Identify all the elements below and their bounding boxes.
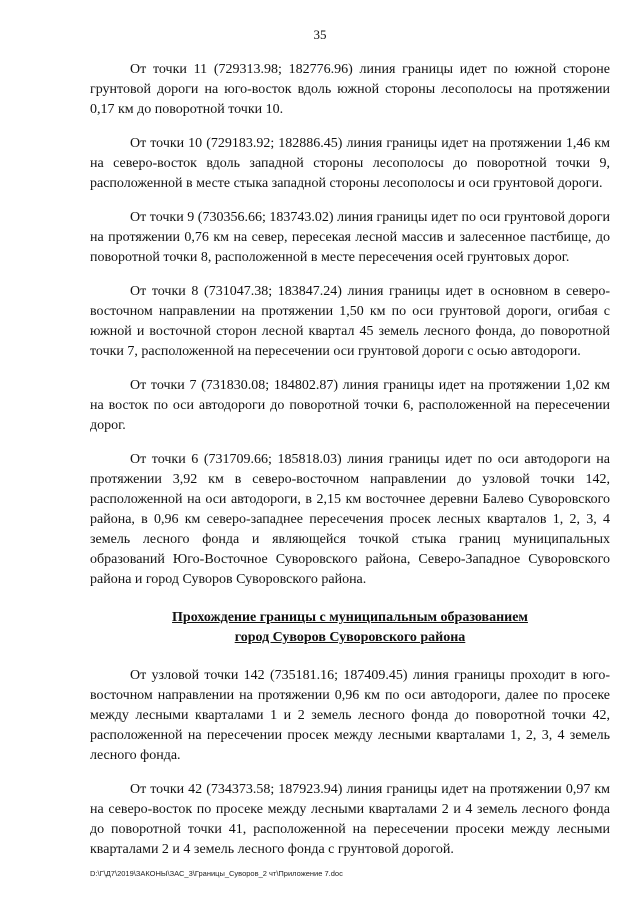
paragraph: От точки 42 (734373.58; 187923.94) линия границы идет на протяжении 0,97 км на северо-восток по просеке между лесными кварталами 2 и 4 земель лесного фонда до поворотной точки 41, расположенной на пересечении просеки между лесными кварталами 2 и 4 земель лесного фонда с грунтовой дорогой. <box>90 782 610 857</box>
paragraph: От узловой точки 142 (735181.16; 187409.45) линия границы проходит в юго-восточном направлении на протяжении 0,96 км по оси автодороги, далее по просеке между лесными кварталами 1 и 2 земель лесного фонда до поворотной точки 42, расположенной на пересечении просек между лесными кварталами 1, 2, 3, 4 земель лесного фонда. <box>90 668 610 763</box>
paragraph: От точки 11 (729313.98; 182776.96) линия границы идет по южной стороне грунтовой дороги на юго-восток вдоль южной стороны лесополосы на протяжении 0,17 км до поворотной точки 10. <box>90 62 610 117</box>
paragraph: От точки 10 (729183.92; 182886.45) линия границы идет на протяжении 1,46 км на северо-восток вдоль западной стороны лесополосы до поворотной точки 9, расположенной в месте стыка западной стороны лесополосы и оси грунтовой дороги. <box>90 136 610 191</box>
page-number: 35 <box>313 27 327 42</box>
section-heading-line-1: Прохождение границы с муниципальным образованием <box>172 610 528 625</box>
paragraph: От точки 6 (731709.66; 185818.03) линия границы идет по оси автодороги на протяжении 3,92 км в северо-восточном направлении до узловой точки 142, расположенной на оси автодороги, в 2,15 км восточнее деревни Балево Суворовского района, в 0,96 км северо-западнее пересечения просек лесных кварталов 1, 2, 3, 4 земель лесного фонда и являющейся точкой стыка границ муниципальных образований Юго-Восточное Суворовского района, Северо-Западное Суворовского района и город Суворов Суворовского района. <box>90 452 610 587</box>
section-heading-line-2: город Суворов Суворовского района <box>234 630 466 645</box>
file-path-footer: D:\Г\Д7\2019\ЗАКОНЫ\ЗАС_3\Границы_Суворов_2 чт\Приложение 7.doc <box>90 869 343 878</box>
document-body <box>90 60 610 874</box>
section-heading <box>90 608 610 648</box>
paragraph: От точки 7 (731830.08; 184802.87) линия границы идет на протяжении 1,02 км на восток по оси автодороги до поворотной точки 6, расположенной на пересечении дорог. <box>90 378 610 433</box>
paragraph: От точки 9 (730356.66; 183743.02) линия границы идет по оси грунтовой дороги на протяжении 0,76 км на север, пересекая лесной массив и залесенное пастбище, до поворотной точки 8, расположенной в месте пересечения осей грунтовых дорог. <box>90 210 610 265</box>
paragraph: От точки 8 (731047.38; 183847.24) линия границы идет в основном в северо-восточном направлении на протяжении 1,50 км по оси грунтовой дороги, огибая с южной и восточной сторон лесной квартал 45 земель лесного фонда, до поворотной точки 7, расположенной на пересечении оси грунтовой дороги с осью автодороги. <box>90 284 610 359</box>
